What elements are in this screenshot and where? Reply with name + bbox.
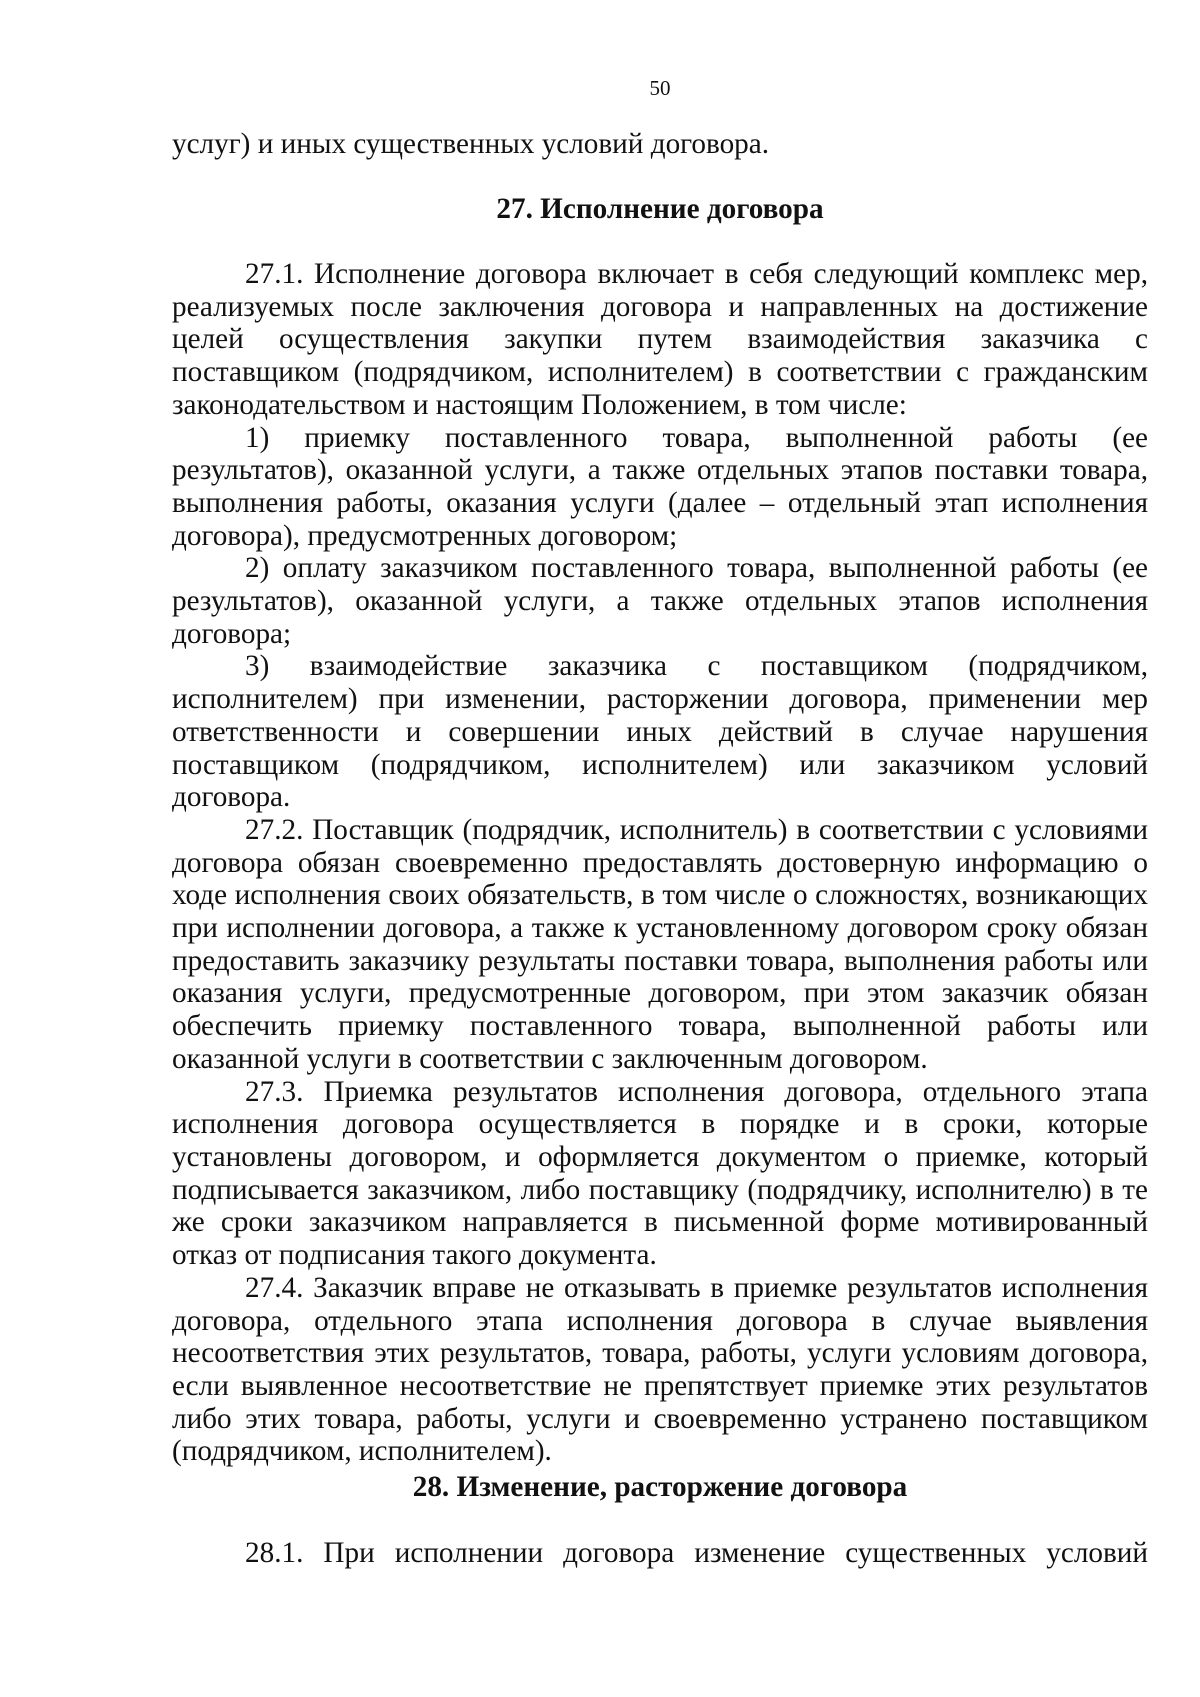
clause-27-1-item-3: 3) взаимодействие заказчика с поставщиком (подрядчиком, исполнителем) при изменении, расторжении договора, применении мер ответственности и совершении иных действий в случае нарушения поставщиком (подрядчиком, исполнителем) или заказчиком условий договора. — [172, 650, 1148, 814]
clause-27-1: 27.1. Исполнение договора включает в себя следующий комплекс мер, реализуемых после заключения договора и направленных на достижение целей осуществления закупки путем взаимодействия заказчика с поставщиком (подрядчиком, исполнителем) в соответствии с гражданским законодательством и настоящим Положением, в том числе: — [172, 258, 1148, 421]
section-27-heading: 27. Исполнение договора — [496, 193, 824, 225]
section-28-heading: 28. Изменение, расторжение договора — [412, 1471, 908, 1503]
clause-28-1: 28.1. При исполнении договора изменение существенных условий — [245, 1537, 1148, 1569]
clause-27-4: 27.4. Заказчик вправе не отказывать в приемке результатов исполнения договора, отдельного этапа исполнения договора в случае выявления несоответствия этих результатов, товара, работы, услуги условиям договора, если выявленное несоответствие не препятствует приемке этих результатов либо этих товара, работы, услуги и своевременно устранено поставщиком (подрядчиком, исполнителем). — [172, 1271, 1148, 1468]
continued-paragraph: услуг) и иных существенных условий договора. — [172, 128, 770, 160]
section-28-body — [172, 1537, 1148, 1570]
clause-27-1-item-1: 1) приемку поставленного товара, выполненной работы (ее результатов), оказанной услуги, а также отдельных этапов поставки товара, выполнения работы, оказания услуги (далее – отдельный этап исполнения договора), предусмотренных договором; — [172, 421, 1148, 552]
clause-27-1-item-2: 2) оплату заказчиком поставленного товара, выполненной работы (ее результатов), оказанной услуги, а также отдельных этапов исполнения договора; — [172, 552, 1148, 650]
page-number: 50 — [649, 76, 671, 100]
clause-27-2: 27.2. Поставщик (подрядчик, исполнитель) в соответствии с условиями договора обязан своевременно предоставлять достоверную информацию о ходе исполнения своих обязательств, в том числе о сложностях, возникающих при исполнении договора, а также к установленному договором сроку обязан предоставить заказчику результаты поставки товара, выполнения работы или оказания услуги, предусмотренные договором, при этом заказчик обязан обеспечить приемку поставленного товара, выполненной работы или оказанной услуги в соответствии с заключенным договором. — [172, 813, 1148, 1075]
section-27-body — [172, 258, 1148, 1468]
clause-27-3: 27.3. Приемка результатов исполнения договора, отдельного этапа исполнения договора осуществляется в порядке и в сроки, которые установлены договором, и оформляется документом о приемке, который подписывается заказчиком, либо поставщику (подрядчику, исполнителю) в те же сроки заказчиком направляется в письменной форме мотивированный отказ от подписания такого документа. — [172, 1075, 1148, 1272]
